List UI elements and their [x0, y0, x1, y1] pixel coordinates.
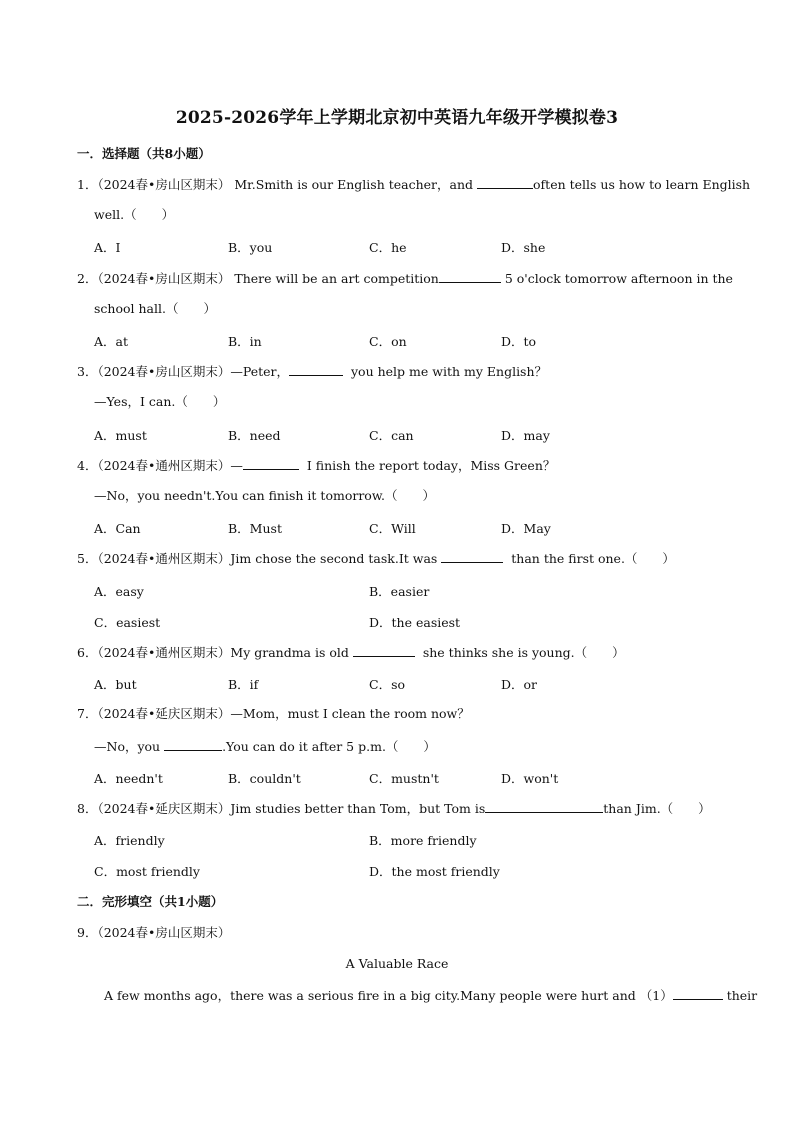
question-8-line-1 — [77, 800, 711, 817]
answer-blank[interactable] — [673, 987, 723, 1000]
question-text: 5 o'clock tomorrow afternoon in the — [504, 271, 733, 286]
question-text: Jim studies better than Tom，but Tom is — [230, 801, 486, 816]
option-d[interactable]: D．the easiest — [369, 615, 461, 630]
question-number: 9． — [77, 925, 98, 940]
option-b[interactable]: B．if — [228, 677, 259, 692]
question-7-line-1 — [77, 706, 470, 722]
passage-text: A few months ago，there was a serious fire in a big city.Many people were hurt and — [104, 988, 636, 1003]
answer-blank[interactable] — [353, 644, 415, 657]
question-source: （2024春•通州区期末） — [97, 551, 231, 566]
question-number: 2． — [77, 271, 98, 286]
question-text: than Jim.（ ） — [603, 801, 711, 816]
option-d[interactable]: D．or — [501, 677, 538, 692]
answer-blank[interactable] — [485, 800, 603, 813]
question-source: （2024春•房山区期末） — [97, 364, 231, 379]
question-text: Mr.Smith is our English teacher，and — [234, 177, 478, 192]
question-number: 4． — [77, 458, 98, 473]
passage-line-1 — [104, 987, 758, 1004]
option-d[interactable]: D．May — [501, 521, 551, 536]
question-text: —No，you — [94, 739, 165, 754]
question-text: —Mom，must I clean the room now？ — [230, 706, 470, 721]
option-c[interactable]: C．mustn't — [369, 771, 439, 786]
option-d[interactable]: D．may — [501, 428, 550, 443]
question-9-line-1 — [77, 925, 230, 941]
question-2-line-1 — [77, 270, 733, 287]
question-1-line-2: well.（ ） — [94, 207, 175, 222]
option-d[interactable]: D．she — [501, 240, 546, 255]
question-text: than the first one.（ ） — [511, 551, 675, 566]
option-a[interactable]: A．at — [94, 334, 129, 349]
passage-title: A Valuable Race — [345, 956, 449, 971]
option-b[interactable]: B．easier — [369, 584, 430, 599]
answer-blank[interactable] — [439, 270, 501, 283]
passage-text: their — [726, 988, 758, 1003]
question-3-line-2: —Yes，I can.（ ） — [94, 394, 226, 409]
section-heading-cloze: 二．完形填空（共1小题） — [77, 894, 224, 909]
question-number: 8． — [77, 801, 98, 816]
question-text: My grandma is old — [230, 645, 353, 660]
option-a[interactable]: A．Can — [94, 521, 141, 536]
option-c[interactable]: C．on — [369, 334, 407, 349]
option-b[interactable]: B．in — [228, 334, 262, 349]
option-a[interactable]: A．easy — [94, 584, 144, 599]
answer-blank[interactable] — [441, 550, 503, 563]
page-title: 2025-2026学年上学期北京初中英语九年级开学模拟卷3 — [175, 108, 619, 128]
option-b[interactable]: B．need — [228, 428, 281, 443]
answer-blank[interactable] — [164, 738, 222, 751]
option-c[interactable]: C．so — [369, 677, 406, 692]
question-number: 7． — [77, 706, 98, 721]
question-text: —Peter， — [230, 364, 290, 379]
question-6-line-1 — [77, 644, 625, 661]
option-b[interactable]: B．Must — [228, 521, 282, 536]
question-text: I finish the report today，Miss Green？ — [306, 458, 556, 473]
question-source: （2024春•延庆区期末） — [97, 706, 231, 721]
question-number: 6． — [77, 645, 98, 660]
question-3-line-1 — [77, 363, 547, 380]
question-text: Jim chose the second task.It was — [230, 551, 442, 566]
question-source: （2024春•房山区期末） — [97, 177, 231, 192]
question-5-line-1 — [77, 550, 675, 567]
question-source: （2024春•通州区期末） — [97, 458, 231, 473]
option-b[interactable]: B．couldn't — [228, 771, 301, 786]
option-c[interactable]: C．can — [369, 428, 414, 443]
blank-number: （1） — [639, 988, 673, 1003]
question-number: 1． — [77, 177, 98, 192]
section-heading-choice: 一．选择题（共8小题） — [77, 146, 211, 161]
option-d[interactable]: D．the most friendly — [369, 864, 500, 879]
option-c[interactable]: C．most friendly — [94, 864, 200, 879]
question-source: （2024春•房山区期末） — [97, 925, 231, 940]
question-text: often tells us how to learn English — [533, 177, 751, 192]
option-b[interactable]: B．more friendly — [369, 833, 477, 848]
question-text: — — [230, 458, 243, 473]
option-d[interactable]: D．won't — [501, 771, 559, 786]
question-4-line-1 — [77, 457, 555, 474]
question-source: （2024春•房山区期末） — [97, 271, 231, 286]
question-text: she thinks she is young.（ ） — [422, 645, 625, 660]
question-source: （2024春•延庆区期末） — [97, 801, 231, 816]
answer-blank[interactable] — [477, 176, 533, 189]
question-text: you help me with my English？ — [351, 364, 548, 379]
option-a[interactable]: A．I — [94, 240, 121, 255]
question-text: .You can do it after 5 p.m.（ ） — [222, 739, 436, 754]
option-c[interactable]: C．Will — [369, 521, 416, 536]
question-text: There will be an art competition — [234, 271, 439, 286]
question-number: 3． — [77, 364, 98, 379]
option-a[interactable]: A．needn't — [94, 771, 163, 786]
answer-blank[interactable] — [243, 457, 299, 470]
question-4-line-2: —No，you needn't.You can finish it tomorrow.（ ） — [94, 488, 436, 503]
option-a[interactable]: A．must — [94, 428, 147, 443]
question-1-line-1 — [77, 176, 751, 193]
option-a[interactable]: A．but — [94, 677, 137, 692]
question-2-line-2: school hall.（ ） — [94, 301, 216, 316]
answer-blank[interactable] — [289, 363, 343, 376]
question-number: 5． — [77, 551, 98, 566]
question-7-line-2 — [94, 738, 436, 755]
option-a[interactable]: A．friendly — [94, 833, 165, 848]
option-c[interactable]: C．easiest — [94, 615, 161, 630]
question-source: （2024春•通州区期末） — [97, 645, 231, 660]
option-b[interactable]: B．you — [228, 240, 273, 255]
option-c[interactable]: C．he — [369, 240, 407, 255]
option-d[interactable]: D．to — [501, 334, 537, 349]
